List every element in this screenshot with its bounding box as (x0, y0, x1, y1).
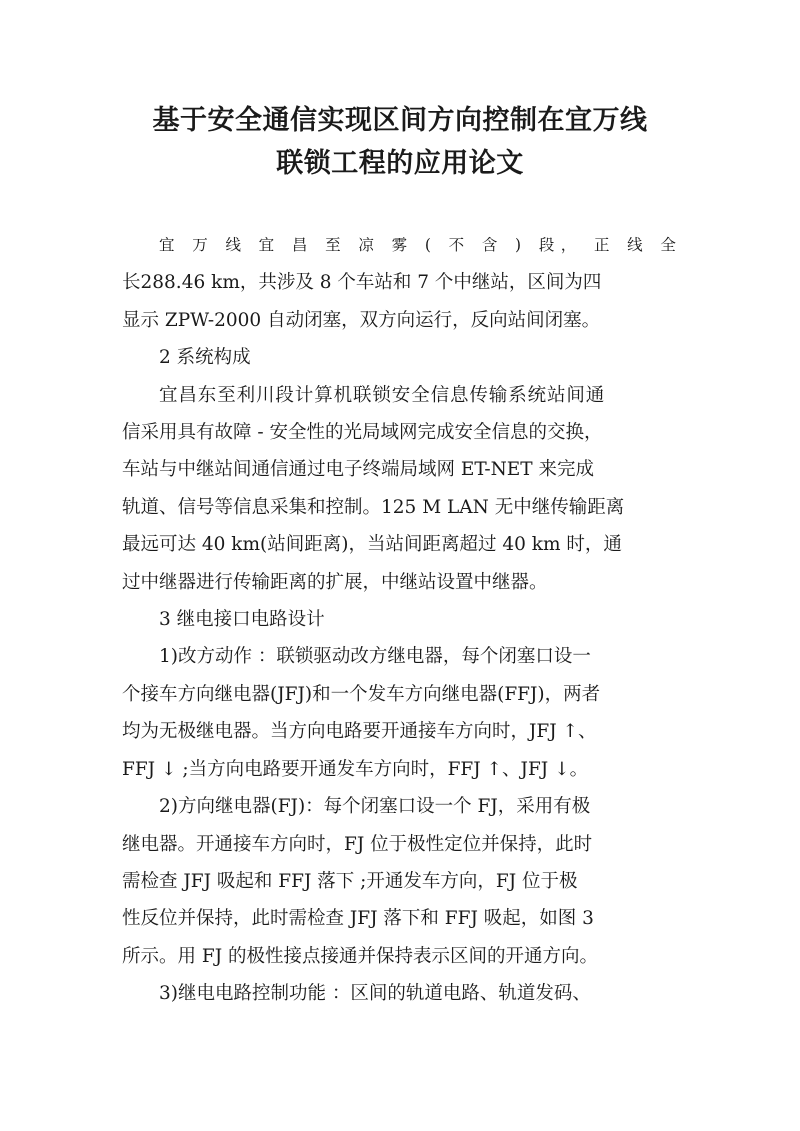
document-title-line-1: 基于安全通信实现区间方向控制在宜万线 (152, 105, 648, 136)
body-line: 需检查 JFJ 吸起和 FFJ 落下 ;开通发车方向，FJ 位于极 (122, 870, 578, 892)
body-line (122, 227, 682, 264)
body-line: 信采用具有故障 - 安全性的光局域网完成安全信息的交换， (122, 422, 603, 444)
body-line-text: 宜 万 线 宜 昌 至 凉 雾 ( 不 含 ) 段， 正 线 全 (159, 236, 683, 254)
body-line: 个接车方向继电器(JFJ)和一个发车方向继电器(FFJ)，两者 (122, 683, 601, 705)
body-line: 3)继电电路控制功能 ：区间的轨道电路、轨道发码、 (159, 983, 591, 1005)
document-title-line-2: 联锁工程的应用论文 (276, 148, 524, 179)
body-line: 车站与中继站间通信通过电子终端局域网 ET-NET 来完成 (122, 459, 595, 481)
body-line: 宜昌东至利川段计算机联锁安全信息传输系统站间通 (159, 384, 606, 406)
body-line: FFJ ↓ ;当方向电路要开通发车方向时，FFJ ↑、JFJ ↓。 (122, 758, 589, 780)
body-line: 1)改方动作 ：联锁驱动改方继电器，每个闭塞口设一 (159, 646, 591, 668)
body-line: 2)方向继电器(FJ)：每个闭塞口设一个 FJ，采用有极 (159, 796, 591, 818)
body-line: 均为无极继电器。当方向电路要开通接车方向时，JFJ ↑、 (122, 721, 597, 743)
body-line: 继电器。开通接车方向时，FJ 位于极性定位并保持，此时 (122, 833, 593, 855)
body-line: 性反位并保持，此时需检查 JFJ 落下和 FFJ 吸起，如图 3 (122, 908, 594, 930)
body-line: 所示。用 FJ 的极性接点接通并保持表示区间的开通方向。 (122, 945, 599, 967)
body-line: 长288.46 km，共涉及 8 个车站和 7 个中继站，区间为四 (122, 272, 602, 294)
body-line: 过中继器进行传输距离的扩展，中继站设置中继器。 (122, 571, 548, 593)
document-body (122, 227, 682, 1013)
body-line: 显示 ZPW-2000 自动闭塞，双方向运行，反向站间闭塞。 (122, 309, 601, 331)
section-heading: 3 继电接口电路设计 (159, 609, 325, 631)
body-line: 轨道、信号等信息采集和控制。125 M LAN 无中继传输距离 (122, 496, 625, 518)
body-line: 最远可达 40 km(站间距离)，当站间距离超过 40 km 时，通 (122, 534, 622, 556)
section-heading: 2 系统构成 (159, 347, 251, 369)
